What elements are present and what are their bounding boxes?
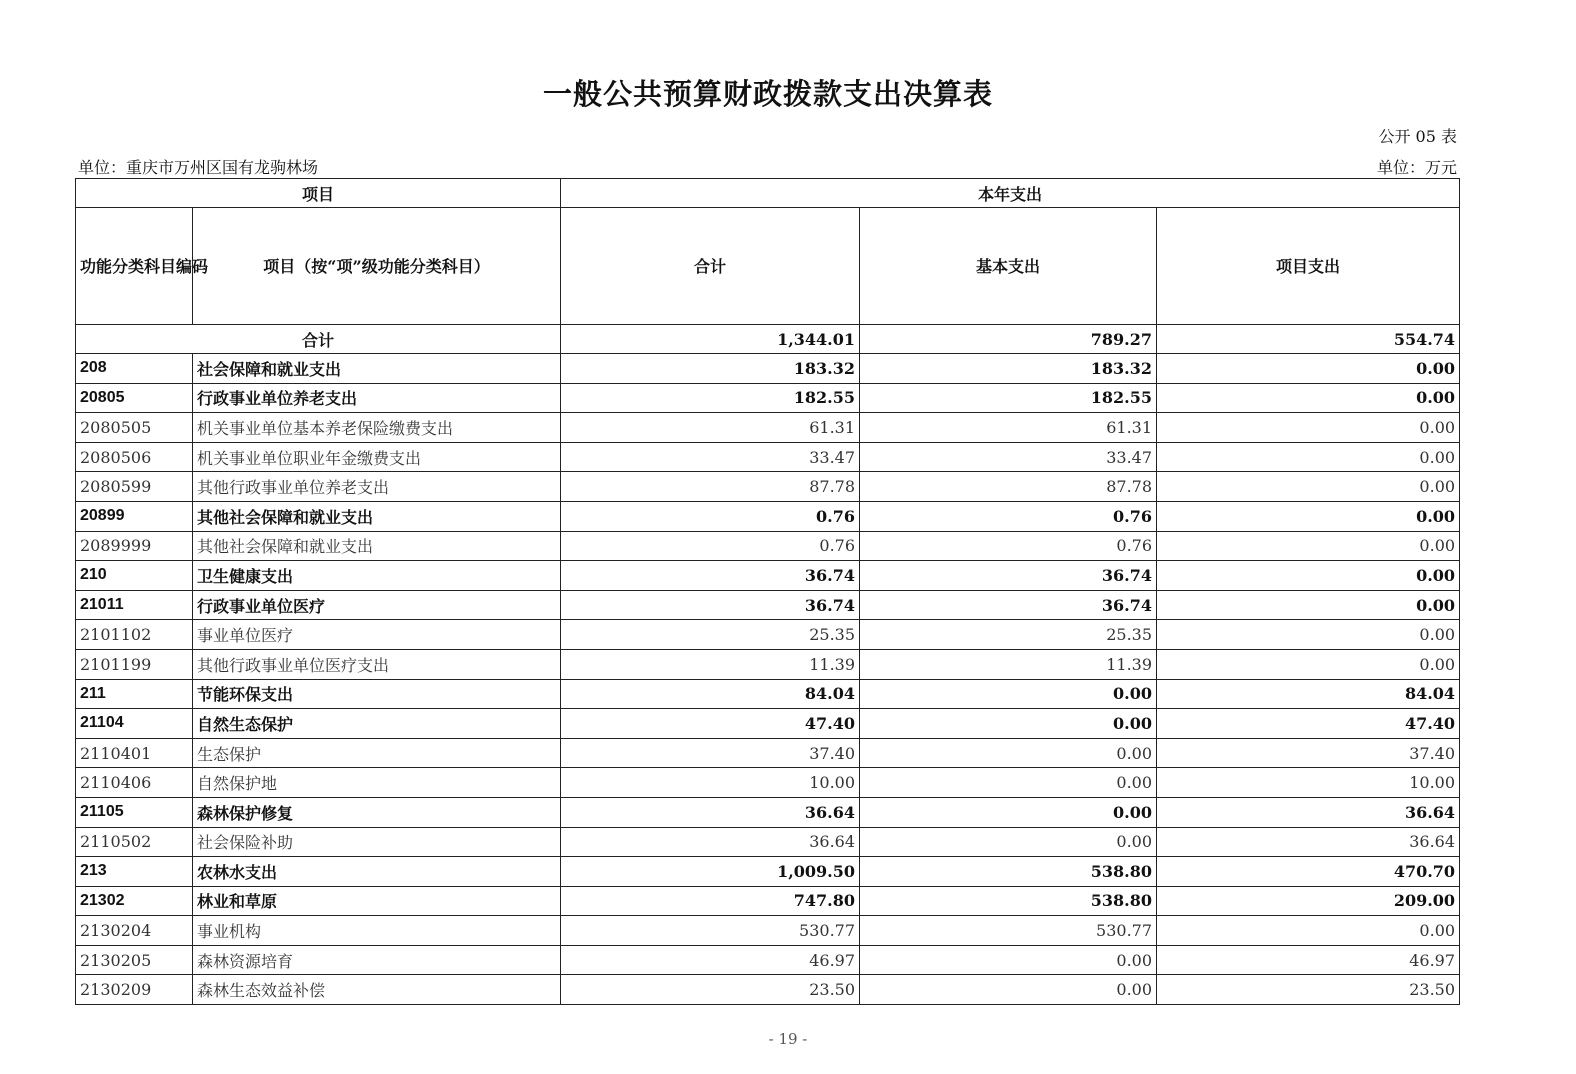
table-row xyxy=(76,383,1460,413)
row-name: 机关事业单位职业年金缴费支出 xyxy=(193,442,561,472)
row-project: 0.00 xyxy=(1157,590,1460,620)
header-project: 项目 xyxy=(76,179,561,208)
row-basic: 0.00 xyxy=(860,679,1157,709)
row-name: 林业和草原 xyxy=(193,886,561,916)
table-row xyxy=(76,975,1460,1005)
header-current-year: 本年支出 xyxy=(561,179,1460,208)
row-project: 46.97 xyxy=(1157,945,1460,975)
row-total: 183.32 xyxy=(561,354,860,384)
row-total: 0.76 xyxy=(561,501,860,531)
table-row xyxy=(76,472,1460,502)
table-row xyxy=(76,738,1460,768)
row-name: 农林水支出 xyxy=(193,857,561,887)
total-label: 合计 xyxy=(76,325,561,354)
table-row xyxy=(76,649,1460,679)
form-number: 公开 05 表 xyxy=(1378,127,1457,146)
table-row xyxy=(76,797,1460,827)
row-code: 2110401 xyxy=(76,738,193,768)
row-name: 节能环保支出 xyxy=(193,679,561,709)
table-row xyxy=(76,709,1460,739)
row-total: 36.64 xyxy=(561,797,860,827)
table-row xyxy=(76,590,1460,620)
row-project: 0.00 xyxy=(1157,472,1460,502)
row-basic: 183.32 xyxy=(860,354,1157,384)
row-basic: 87.78 xyxy=(860,472,1157,502)
row-basic: 0.00 xyxy=(860,797,1157,827)
row-project: 37.40 xyxy=(1157,738,1460,768)
row-basic: 0.00 xyxy=(860,768,1157,798)
row-basic: 182.55 xyxy=(860,383,1157,413)
row-name: 自然保护地 xyxy=(193,768,561,798)
row-basic: 0.00 xyxy=(860,975,1157,1005)
expenditure-table xyxy=(75,178,1460,1005)
header-name: 项目（按“项”级功能分类科目） xyxy=(193,208,561,325)
row-total: 37.40 xyxy=(561,738,860,768)
header-total: 合计 xyxy=(561,208,860,325)
row-code: 2130209 xyxy=(76,975,193,1005)
table-row xyxy=(76,857,1460,887)
page-title: 一般公共预算财政拨款支出决算表 xyxy=(542,77,993,111)
row-name: 其他社会保障和就业支出 xyxy=(193,501,561,531)
table-row xyxy=(76,679,1460,709)
row-project: 23.50 xyxy=(1157,975,1460,1005)
row-basic: 538.80 xyxy=(860,857,1157,887)
row-code: 2130204 xyxy=(76,916,193,946)
row-project: 0.00 xyxy=(1157,620,1460,650)
row-code: 2101199 xyxy=(76,649,193,679)
table-row xyxy=(76,531,1460,561)
row-project: 36.64 xyxy=(1157,827,1460,857)
row-code: 2101102 xyxy=(76,620,193,650)
row-total: 47.40 xyxy=(561,709,860,739)
row-name: 生态保护 xyxy=(193,738,561,768)
row-total: 61.31 xyxy=(561,413,860,443)
row-basic: 61.31 xyxy=(860,413,1157,443)
row-total: 530.77 xyxy=(561,916,860,946)
row-code: 2080506 xyxy=(76,442,193,472)
row-name: 卫生健康支出 xyxy=(193,561,561,591)
row-basic: 0.00 xyxy=(860,827,1157,857)
row-basic: 530.77 xyxy=(860,916,1157,946)
row-total: 1,009.50 xyxy=(561,857,860,887)
row-code: 21011 xyxy=(76,590,193,620)
row-name: 其他社会保障和就业支出 xyxy=(193,531,561,561)
row-total: 36.64 xyxy=(561,827,860,857)
row-project: 209.00 xyxy=(1157,886,1460,916)
table-row xyxy=(76,413,1460,443)
table-row xyxy=(76,442,1460,472)
row-code: 211 xyxy=(76,679,193,709)
table-row xyxy=(76,561,1460,591)
row-name: 其他行政事业单位医疗支出 xyxy=(193,649,561,679)
row-name: 社会保障和就业支出 xyxy=(193,354,561,384)
row-total: 33.47 xyxy=(561,442,860,472)
row-basic: 0.00 xyxy=(860,738,1157,768)
table-row xyxy=(76,354,1460,384)
row-total: 10.00 xyxy=(561,768,860,798)
row-name: 机关事业单位基本养老保险缴费支出 xyxy=(193,413,561,443)
table-row xyxy=(76,620,1460,650)
reporting-unit: 单位：重庆市万州区国有龙驹林场 xyxy=(78,158,319,177)
row-name: 自然生态保护 xyxy=(193,709,561,739)
row-project: 0.00 xyxy=(1157,413,1460,443)
row-total: 36.74 xyxy=(561,561,860,591)
row-total: 84.04 xyxy=(561,679,860,709)
row-code: 20899 xyxy=(76,501,193,531)
row-code: 208 xyxy=(76,354,193,384)
row-name: 事业机构 xyxy=(193,916,561,946)
row-code: 21105 xyxy=(76,797,193,827)
row-total: 747.80 xyxy=(561,886,860,916)
row-code: 2080505 xyxy=(76,413,193,443)
row-code: 2089999 xyxy=(76,531,193,561)
row-code: 2080599 xyxy=(76,472,193,502)
row-name: 森林资源培育 xyxy=(193,945,561,975)
total-row xyxy=(76,325,1460,354)
row-project: 0.00 xyxy=(1157,442,1460,472)
row-basic: 11.39 xyxy=(860,649,1157,679)
row-basic: 0.76 xyxy=(860,531,1157,561)
page-number: - 19 - xyxy=(768,1030,808,1048)
header-project-exp: 项目支出 xyxy=(1157,208,1460,325)
total-project: 554.74 xyxy=(1157,325,1460,354)
row-project: 36.64 xyxy=(1157,797,1460,827)
row-total: 11.39 xyxy=(561,649,860,679)
row-project: 0.00 xyxy=(1157,383,1460,413)
row-basic: 36.74 xyxy=(860,590,1157,620)
row-code: 21302 xyxy=(76,886,193,916)
row-total: 36.74 xyxy=(561,590,860,620)
row-project: 10.00 xyxy=(1157,768,1460,798)
row-basic: 0.00 xyxy=(860,945,1157,975)
header-code: 功能分类科目编码 xyxy=(76,208,193,325)
row-total: 182.55 xyxy=(561,383,860,413)
row-code: 20805 xyxy=(76,383,193,413)
table-row xyxy=(76,945,1460,975)
row-total: 46.97 xyxy=(561,945,860,975)
row-name: 森林生态效益补偿 xyxy=(193,975,561,1005)
row-total: 23.50 xyxy=(561,975,860,1005)
row-code: 2110502 xyxy=(76,827,193,857)
table-row xyxy=(76,768,1460,798)
table-row xyxy=(76,916,1460,946)
row-basic: 0.76 xyxy=(860,501,1157,531)
table-row xyxy=(76,886,1460,916)
row-total: 87.78 xyxy=(561,472,860,502)
row-project: 0.00 xyxy=(1157,916,1460,946)
row-project: 0.00 xyxy=(1157,531,1460,561)
header-basic: 基本支出 xyxy=(860,208,1157,325)
row-basic: 0.00 xyxy=(860,709,1157,739)
row-total: 25.35 xyxy=(561,620,860,650)
row-name: 事业单位医疗 xyxy=(193,620,561,650)
row-basic: 36.74 xyxy=(860,561,1157,591)
row-project: 0.00 xyxy=(1157,649,1460,679)
row-code: 21104 xyxy=(76,709,193,739)
row-project: 47.40 xyxy=(1157,709,1460,739)
total-basic: 789.27 xyxy=(860,325,1157,354)
row-project: 84.04 xyxy=(1157,679,1460,709)
row-basic: 33.47 xyxy=(860,442,1157,472)
row-project: 0.00 xyxy=(1157,561,1460,591)
row-name: 行政事业单位医疗 xyxy=(193,590,561,620)
row-code: 210 xyxy=(76,561,193,591)
row-code: 2130205 xyxy=(76,945,193,975)
row-project: 0.00 xyxy=(1157,501,1460,531)
row-name: 其他行政事业单位养老支出 xyxy=(193,472,561,502)
currency-unit: 单位：万元 xyxy=(1376,158,1457,177)
row-total: 0.76 xyxy=(561,531,860,561)
row-basic: 25.35 xyxy=(860,620,1157,650)
table-row xyxy=(76,827,1460,857)
row-basic: 538.80 xyxy=(860,886,1157,916)
row-code: 2110406 xyxy=(76,768,193,798)
table-row xyxy=(76,501,1460,531)
row-name: 行政事业单位养老支出 xyxy=(193,383,561,413)
row-project: 0.00 xyxy=(1157,354,1460,384)
total-sum: 1,344.01 xyxy=(561,325,860,354)
row-name: 森林保护修复 xyxy=(193,797,561,827)
row-code: 213 xyxy=(76,857,193,887)
row-project: 470.70 xyxy=(1157,857,1460,887)
row-name: 社会保险补助 xyxy=(193,827,561,857)
